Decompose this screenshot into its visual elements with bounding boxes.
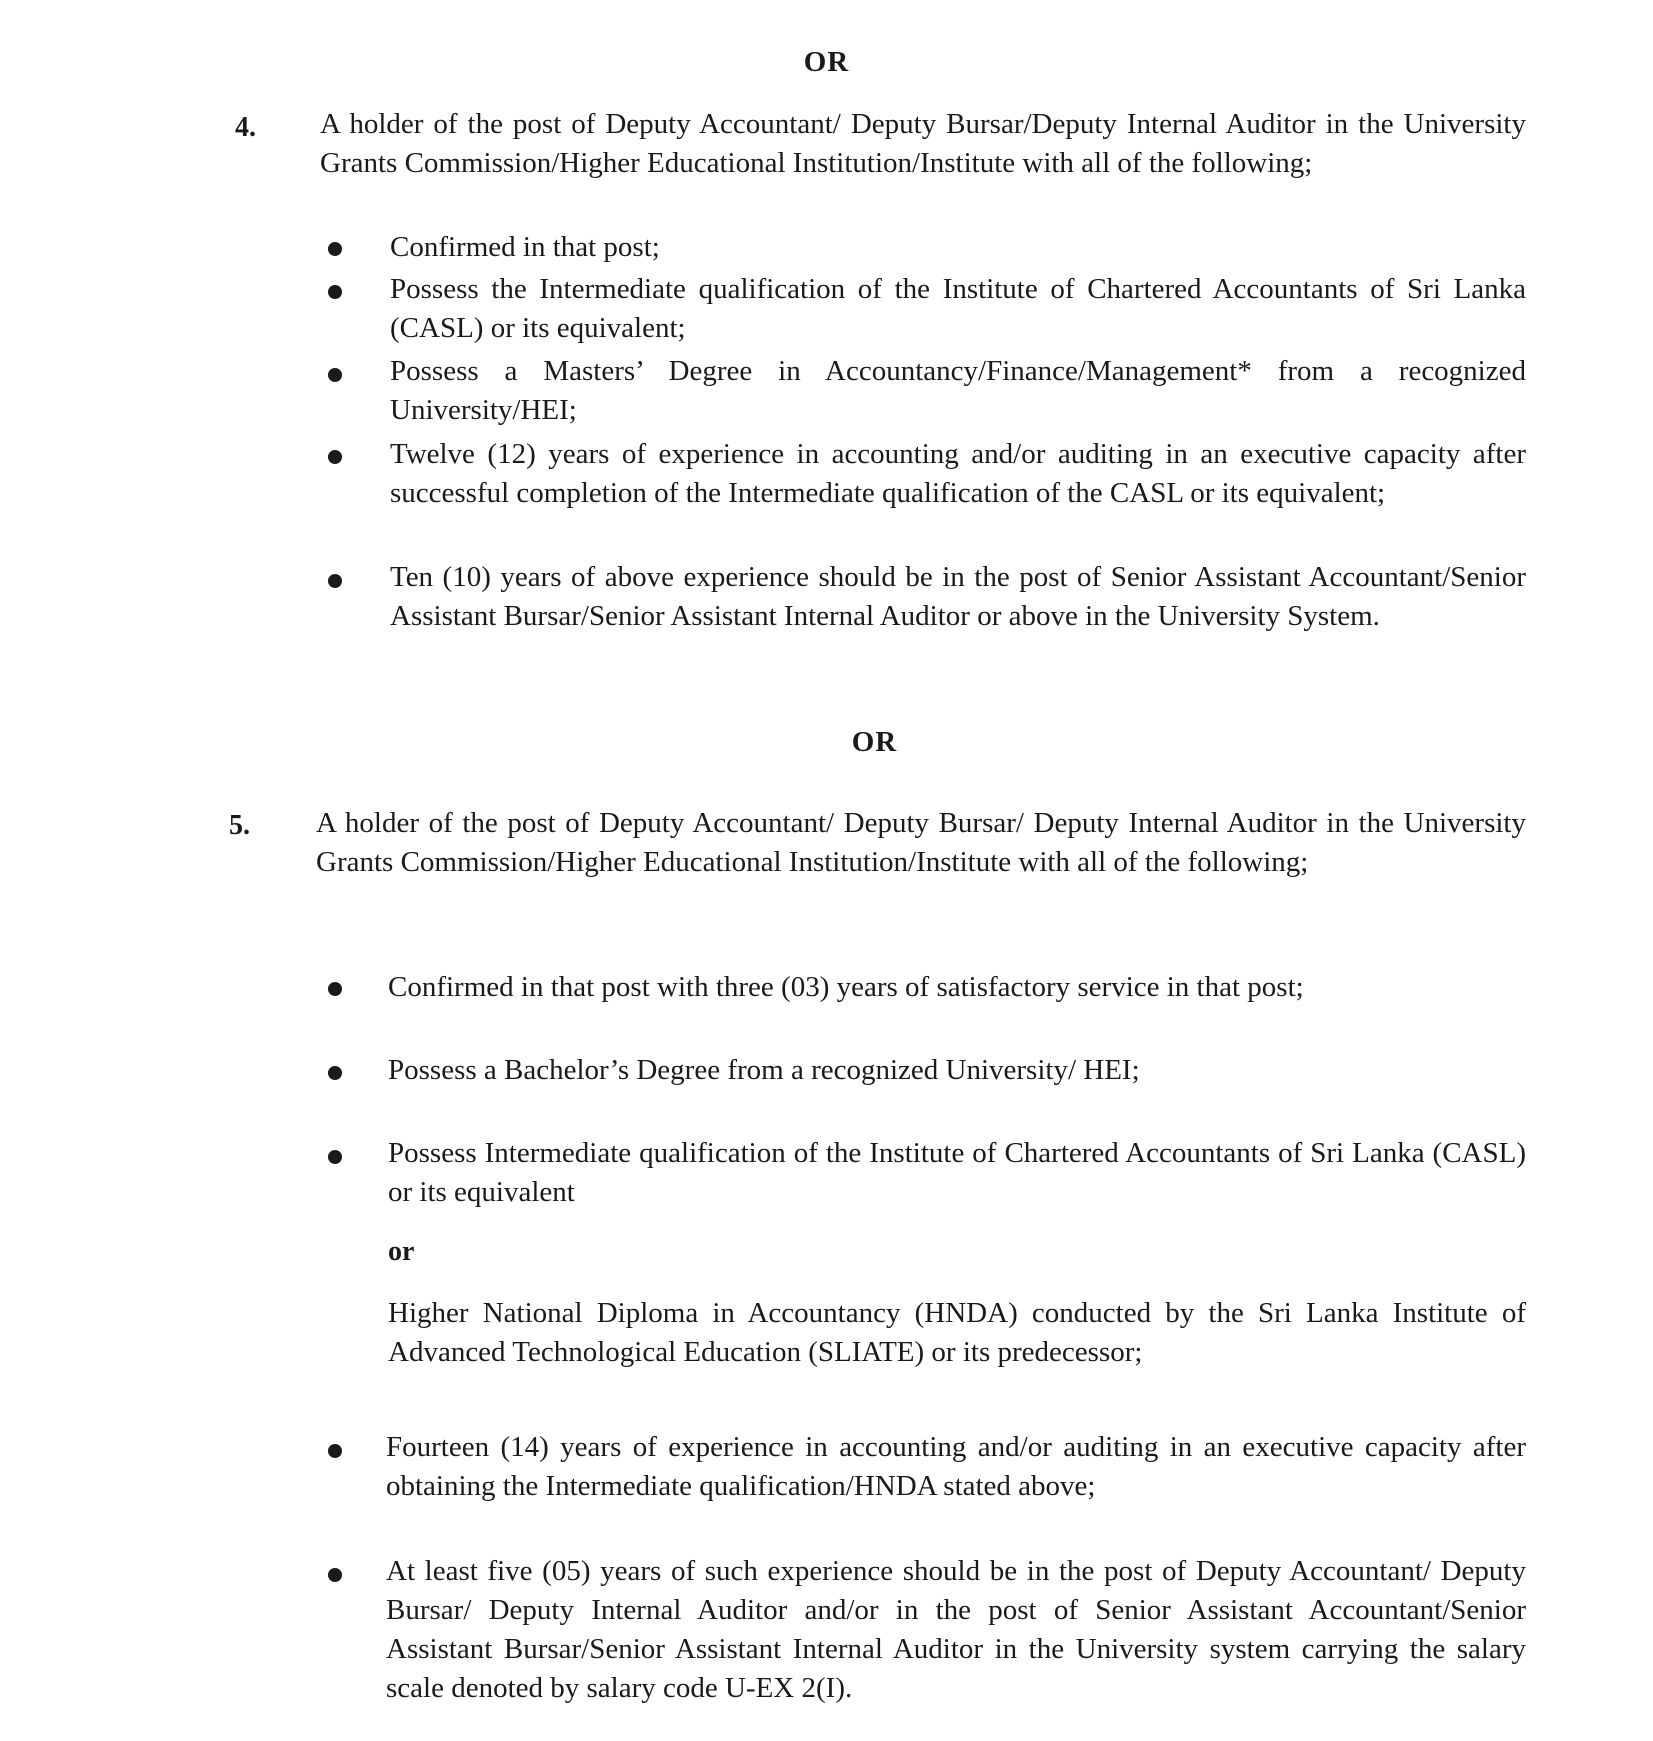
or-heading-top: OR (803, 46, 850, 78)
section-4-item-4: Twelve (12) years of experience in accounting and/or auditing in an executive capacity after successful completion of the Intermediate qualification of the CASL or its equivalent; (390, 438, 1526, 509)
bullet-dot (328, 285, 342, 299)
bullet-dot (328, 1150, 342, 1164)
section-5-item-1: Confirmed in that post with three (03) years of satisfactory service in that post; (388, 971, 1304, 1003)
section-5-item-5: At least five (05) years of such experience should be in the post of Deputy Accountant/ Deputy Bursar/ Deputy Internal Auditor and/or in the post of Senior Assistant Accountant/Senior Assistant Bursar/Senior Assistant Internal Auditor in the University system carrying the salary scale denoted by salary code U-EX 2(I). (386, 1555, 1526, 1704)
section-4-intro: A holder of the post of Deputy Accountant/ Deputy Bursar/Deputy Internal Auditor in the University Grants Commission/Higher Educational Institution/Institute with all of the following; (320, 108, 1526, 179)
bullet-dot (328, 242, 342, 256)
bullet-dot (328, 1444, 342, 1458)
section-5-item-3-alternative: Higher National Diploma in Accountancy (HNDA) conducted by the Sri Lanka Institute of Advanced Technological Education (SLIATE) or its predecessor; (388, 1297, 1526, 1368)
section-4-item-2: Possess the Intermediate qualification of the Institute of Chartered Accountants of Sri Lanka (CASL) or its equivalent; (390, 273, 1526, 344)
section-5-intro: A holder of the post of Deputy Accountant/ Deputy Bursar/ Deputy Internal Auditor in the University Grants Commission/Higher Educational Institution/Institute with all of the following; (316, 807, 1526, 878)
bullet-dot (328, 574, 342, 588)
or-heading-middle: OR (851, 726, 898, 758)
section-5-item-2: Possess a Bachelor’s Degree from a recognized University/ HEI; (388, 1054, 1140, 1086)
bullet-dot (328, 982, 342, 996)
section-5-item-3: Possess Intermediate qualification of the Institute of Chartered Accountants of Sri Lanka (CASL) or its equivalent (388, 1137, 1526, 1208)
section-5-number: 5. (229, 810, 250, 841)
bullet-dot (328, 368, 342, 382)
alternative-or-label: or (388, 1236, 415, 1267)
section-4-item-1: Confirmed in that post; (390, 231, 660, 263)
section-5-item-4: Fourteen (14) years of experience in accounting and/or auditing in an executive capacity after obtaining the Intermediate qualification/HNDA stated above; (386, 1431, 1526, 1502)
bullet-dot (328, 1568, 342, 1582)
bullet-dot (328, 1066, 342, 1080)
section-4-item-3: Possess a Masters’ Degree in Accountancy/Finance/Management* from a recognized University/HEI; (390, 355, 1526, 426)
section-4-item-5: Ten (10) years of above experience should be in the post of Senior Assistant Accountant/Senior Assistant Bursar/Senior Assistant Internal Auditor or above in the University System. (390, 561, 1526, 632)
bullet-dot (328, 450, 342, 464)
section-4-number: 4. (235, 112, 256, 143)
